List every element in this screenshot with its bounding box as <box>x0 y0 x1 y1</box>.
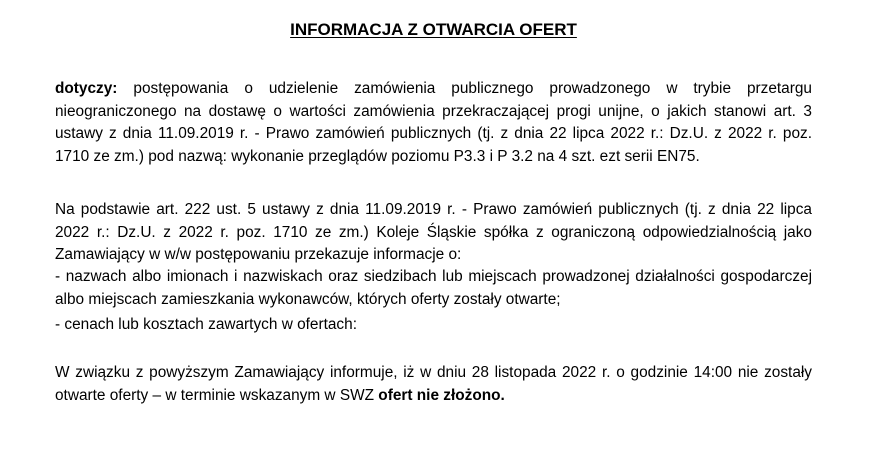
conclusion-text: W związku z powyższym Zamawiający informuje, iż w dniu 28 listopada 2022 r. o godzinie 14:00 nie zostały otwarte oferty – w terminie wskazanym w SWZ <box>55 364 812 404</box>
conclusion-paragraph <box>55 362 812 407</box>
subject-label: dotyczy: <box>55 80 118 97</box>
title-text: INFORMACJA Z OTWARCIA OFERT <box>290 20 577 39</box>
subject-text: postępowania o udzielenie zamówienia publicznego prowadzonego w trybie przetargu nieograniczonego na dostawę o wartości zamówienia przekraczającej progi unijne, o jakich stanowi art. 3 ustawy z dnia 11.09.2019 r. - Prawo zamówień publicznych (tj. z dnia 22 lipca 2022 r.: Dz.U. z 2022 r. poz. 1710 ze zm.) pod nazwą: wykonanie przeglądów poziomu P3.3 i P 3.2 na 4 szt. ezt serii EN75. <box>55 80 812 165</box>
list-item: - nazwach albo imionach i nazwiskach oraz siedzibach lub miejscach prowadzonej działalności gospodarczej albo miejscach zamieszkania wykonawców, których oferty zostały otwarte; <box>55 268 812 308</box>
list-item: - cenach lub kosztach zawartych w ofertach: <box>55 316 357 333</box>
legal-basis-paragraph: Na podstawie art. 222 ust. 5 ustawy z dnia 11.09.2019 r. - Prawo zamówień publicznych (tj. z dnia 22 lipca 2022 r.: Dz.U. z 2022 r. poz. 1710 ze zm.) Koleje Śląskie spółka z ograniczoną odpowiedzialnością jako Zamawiający w w/w postępowaniu przekazuje informacje o: <box>55 201 812 263</box>
document-title <box>55 20 812 40</box>
subject-paragraph <box>55 78 812 168</box>
conclusion-emphasis: ofert nie złożono. <box>378 386 505 404</box>
